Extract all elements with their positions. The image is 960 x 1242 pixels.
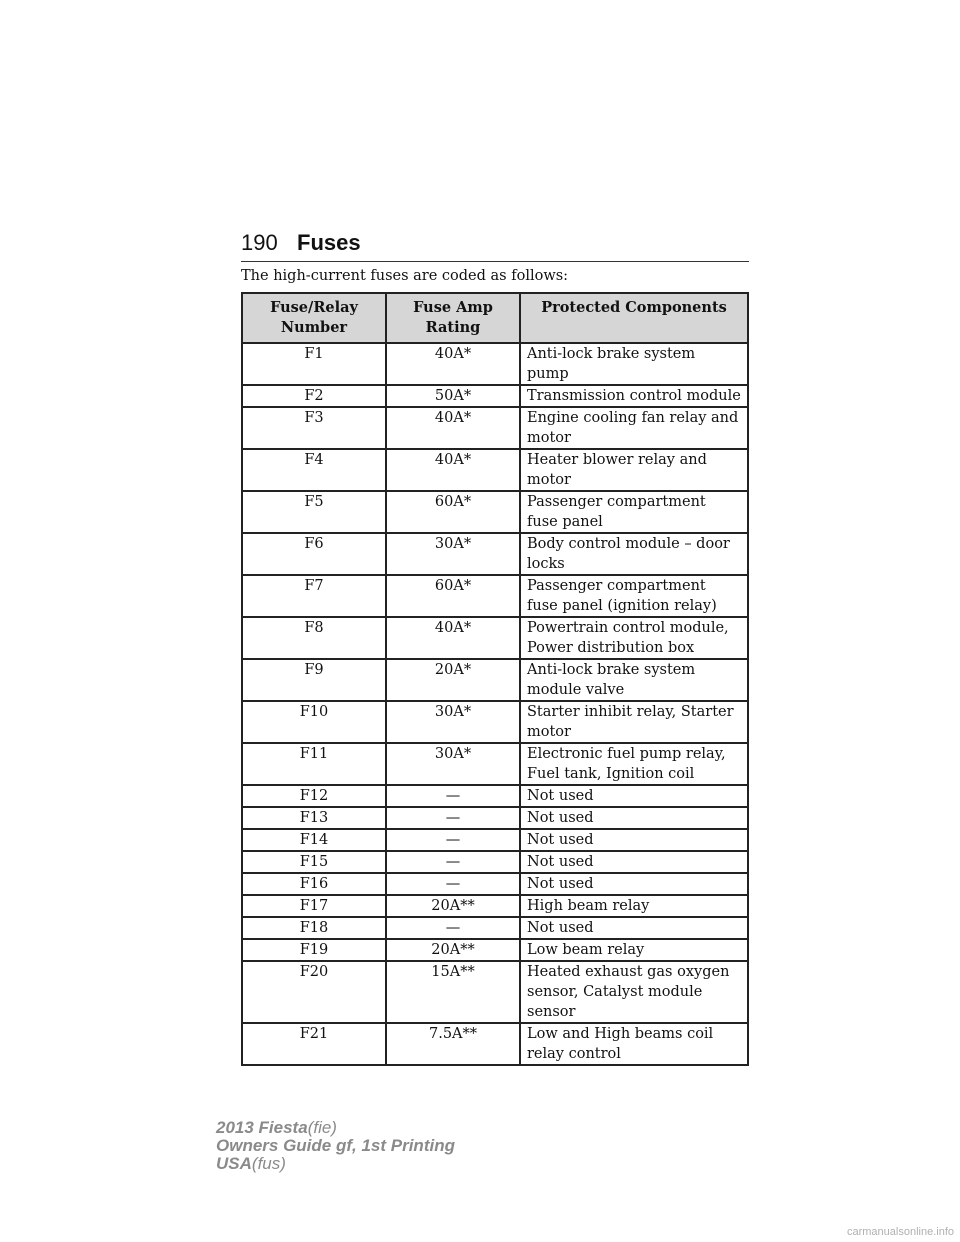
table-row <box>242 807 748 829</box>
header-protected-components: Protected Components <box>520 293 748 343</box>
table-row <box>242 873 748 895</box>
section-title: Fuses <box>297 230 361 255</box>
table-row <box>242 1023 748 1065</box>
protected-components-cell: Engine cooling fan relay and motor <box>520 407 748 449</box>
protected-components-cell: Powertrain control module, Power distribution box <box>520 617 748 659</box>
fuse-amp-cell: 40A* <box>386 407 520 449</box>
fuse-amp-cell: — <box>386 873 520 895</box>
protected-components-cell: Not used <box>520 873 748 895</box>
fuse-amp-cell: 30A* <box>386 701 520 743</box>
fuse-amp-cell: 20A* <box>386 659 520 701</box>
fuse-number-cell: F11 <box>242 743 386 785</box>
table-row <box>242 939 748 961</box>
fuse-number-cell: F1 <box>242 343 386 385</box>
fuse-number-cell: F12 <box>242 785 386 807</box>
fuse-number-cell: F6 <box>242 533 386 575</box>
page-header <box>241 229 749 262</box>
fuse-amp-cell: — <box>386 829 520 851</box>
fuse-amp-cell: — <box>386 785 520 807</box>
table-row <box>242 743 748 785</box>
watermark: carmanualsonline.info <box>846 1226 954 1238</box>
fuse-amp-cell: — <box>386 851 520 873</box>
table-row <box>242 851 748 873</box>
table-row <box>242 533 748 575</box>
fuse-amp-cell: 60A* <box>386 491 520 533</box>
fuse-number-cell: F18 <box>242 917 386 939</box>
header-fuse-relay-number: Fuse/Relay Number <box>242 293 386 343</box>
table-row <box>242 491 748 533</box>
protected-components-cell: Not used <box>520 829 748 851</box>
fuse-number-cell: F13 <box>242 807 386 829</box>
fuse-amp-cell: 40A* <box>386 449 520 491</box>
protected-components-cell: Electronic fuel pump relay, Fuel tank, Ignition coil <box>520 743 748 785</box>
footer-model: 2013 Fiesta <box>216 1118 308 1137</box>
footer-model-code: (fie) <box>307 1118 337 1137</box>
fuse-number-cell: F20 <box>242 961 386 1023</box>
table-row <box>242 575 748 617</box>
fuse-amp-cell: 30A* <box>386 743 520 785</box>
table-row <box>242 659 748 701</box>
table-row <box>242 961 748 1023</box>
document-footer <box>216 1119 455 1173</box>
fuse-amp-cell: 60A* <box>386 575 520 617</box>
table-row <box>242 449 748 491</box>
fuse-amp-cell: 20A** <box>386 939 520 961</box>
fuse-number-cell: F4 <box>242 449 386 491</box>
table-row <box>242 895 748 917</box>
fuse-number-cell: F5 <box>242 491 386 533</box>
table-header-row <box>242 293 748 343</box>
footer-line-market <box>216 1155 455 1173</box>
table-row <box>242 343 748 385</box>
protected-components-cell: Heated exhaust gas oxygen sensor, Catalyst module sensor <box>520 961 748 1023</box>
footer-guide: Owners Guide gf, 1st Printing <box>216 1136 455 1155</box>
protected-components-cell: Low beam relay <box>520 939 748 961</box>
fuse-number-cell: F15 <box>242 851 386 873</box>
fuse-amp-cell: — <box>386 807 520 829</box>
fuse-number-cell: F21 <box>242 1023 386 1065</box>
fuse-table-body <box>242 343 748 1065</box>
protected-components-cell: Not used <box>520 785 748 807</box>
fuse-amp-cell: 7.5A** <box>386 1023 520 1065</box>
fuse-amp-cell: 40A* <box>386 343 520 385</box>
protected-components-cell: Low and High beams coil relay control <box>520 1023 748 1065</box>
protected-components-cell: Transmission control module <box>520 385 748 407</box>
table-row <box>242 917 748 939</box>
fuse-amp-cell: 15A** <box>386 961 520 1023</box>
fuse-table <box>241 292 749 1066</box>
fuse-amp-cell: 20A** <box>386 895 520 917</box>
protected-components-cell: Passenger compartment fuse panel (ignition relay) <box>520 575 748 617</box>
fuse-amp-cell: — <box>386 917 520 939</box>
intro-text: The high-current fuses are coded as follows: <box>241 268 569 284</box>
fuse-amp-cell: 50A* <box>386 385 520 407</box>
table-row <box>242 407 748 449</box>
fuse-number-cell: F7 <box>242 575 386 617</box>
table-row <box>242 617 748 659</box>
fuse-number-cell: F14 <box>242 829 386 851</box>
table-row <box>242 785 748 807</box>
protected-components-cell: High beam relay <box>520 895 748 917</box>
page-number: 190 <box>241 230 278 255</box>
footer-market-code: (fus) <box>251 1154 286 1173</box>
footer-line-model <box>216 1119 455 1137</box>
protected-components-cell: Not used <box>520 807 748 829</box>
protected-components-cell: Body control module – door locks <box>520 533 748 575</box>
fuse-number-cell: F10 <box>242 701 386 743</box>
protected-components-cell: Not used <box>520 917 748 939</box>
fuse-number-cell: F8 <box>242 617 386 659</box>
fuse-number-cell: F2 <box>242 385 386 407</box>
protected-components-cell: Anti-lock brake system module valve <box>520 659 748 701</box>
header-fuse-amp-rating: Fuse Amp Rating <box>386 293 520 343</box>
table-row <box>242 385 748 407</box>
protected-components-cell: Anti-lock brake system pump <box>520 343 748 385</box>
footer-market: USA <box>216 1154 252 1173</box>
fuse-amp-cell: 30A* <box>386 533 520 575</box>
fuse-number-cell: F3 <box>242 407 386 449</box>
protected-components-cell: Heater blower relay and motor <box>520 449 748 491</box>
protected-components-cell: Passenger compartment fuse panel <box>520 491 748 533</box>
fuse-number-cell: F19 <box>242 939 386 961</box>
fuse-number-cell: F16 <box>242 873 386 895</box>
fuse-amp-cell: 40A* <box>386 617 520 659</box>
table-row <box>242 829 748 851</box>
footer-line-guide <box>216 1137 455 1155</box>
protected-components-cell: Not used <box>520 851 748 873</box>
fuse-number-cell: F9 <box>242 659 386 701</box>
fuse-number-cell: F17 <box>242 895 386 917</box>
table-row <box>242 701 748 743</box>
protected-components-cell: Starter inhibit relay, Starter motor <box>520 701 748 743</box>
